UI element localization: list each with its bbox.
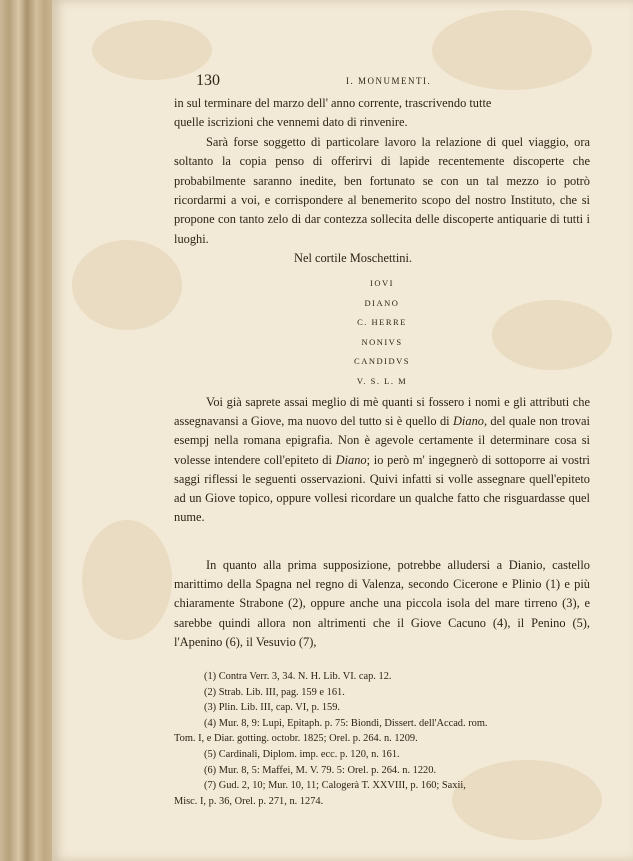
intro-text [174,94,590,269]
running-title: I. MONUMENTI. [346,76,432,86]
footnote: (2) Strab. Lib. III, pag. 159 e 161. [204,686,345,698]
inscription-line: NONIVS [361,336,403,347]
footnote: (1) Contra Verr. 3, 34. N. H. Lib. VI. cap. 12. [204,671,392,682]
footnote-continuation: Misc. I, p. 36, Orel. p. 271, n. 1274. [174,795,324,807]
footnote-continuation: Tom. I, e Diar. gotting. octobr. 1825; Orel. p. 264. n. 1209. [174,733,418,745]
page-header [196,72,596,92]
footnote: (6) Mur. 8, 5: Maffei, M. V. 79. 5: Orel. p. 264. n. 1220. [204,764,437,776]
diano-italic: Diano [335,452,367,467]
inscription-line: IOVI [370,278,394,288]
inscription-line: DIANO [364,297,400,308]
footnote: (7) Gud. 2, 10; Mur. 10, 11; Calogerà T. XXVIII, p. 160; Saxii, [204,780,466,792]
commentary-paragraph-2: In quanto alla prima supposizione, potrebbe alludersi a Dianio, castello marittimo della Spagna nel regno di Valenza, secondo Cicerone e Plinio (1) e più chiaramente Strabone (2), oppure anche una piccola isola del mare tirreno (3), e sarebbe quindi allora non altrimenti che il Giove Cacuno (4), il Penino (5), l'Apenino (6), il Vesuvio (7), [174,558,590,649]
inscription-block [174,274,590,391]
inscription-line: CANDIDVS [354,356,410,366]
footnote: (5) Cardinali, Diplom. imp. ecc. p. 120, n. 161. [204,748,400,760]
intro-paragraph: Sarà forse soggetto di particolare lavoro la relazione di quel viaggio, ora soltanto la copia penso di offerirvi di lapide recentemente discoperte che probabilmente saranno inedite, ben fortunato se con un tal mezzo io potrò ricordarmi a voi, e corrispondere al benemerito scopo del nostro Instituto, che si propone con tanto zelo di dar contezza sollecita delle discoperte antiquarie di tutti i luoghi. [174,134,590,246]
inscription-line: C. HERRE [357,317,407,327]
inscription-line: V. S. L. M [356,375,408,386]
footnote: (4) Mur. 8, 9: Lupi, Epitaph. p. 75: Biondi, Dissert. dell'Accad. rom. [204,717,488,729]
page-number: 130 [196,72,220,89]
diano-italic: Diano [452,414,484,429]
commentary-paragraph-1: Voi già saprete assai meglio di mè quanti si fossero i nomi e gli attributi che assegnavansi a Giove, ma nuovo del tutto si è quello di Diano, del quale non trovai esempj nella romana epigrafia. Non è agevole certamente il determinare cosa si volesse intendere coll'epiteto di Diano; io però m' ingegnerò di sottoporre ai vostri saggi riflessi le seguenti osservazioni. Quivi infatti si volle assegnare quell'epiteto ad un Giove topico, oppure vollesi ricordare un qualche fatto che risguardasse quel nume. [174,395,591,525]
location-heading: Nel cortile Moschettini. [294,251,413,266]
footnote: (3) Plin. Lib. III, cap. VI, p. 159. [204,702,341,714]
intro-line-2: quelle iscrizioni che vennemi dato di rinvenire. [174,115,408,130]
footnotes [174,669,590,809]
intro-line-1: in sul terminare del marzo dell' anno corrente, trascrivendo tutte [174,96,492,110]
book-spine-edge [0,0,52,861]
